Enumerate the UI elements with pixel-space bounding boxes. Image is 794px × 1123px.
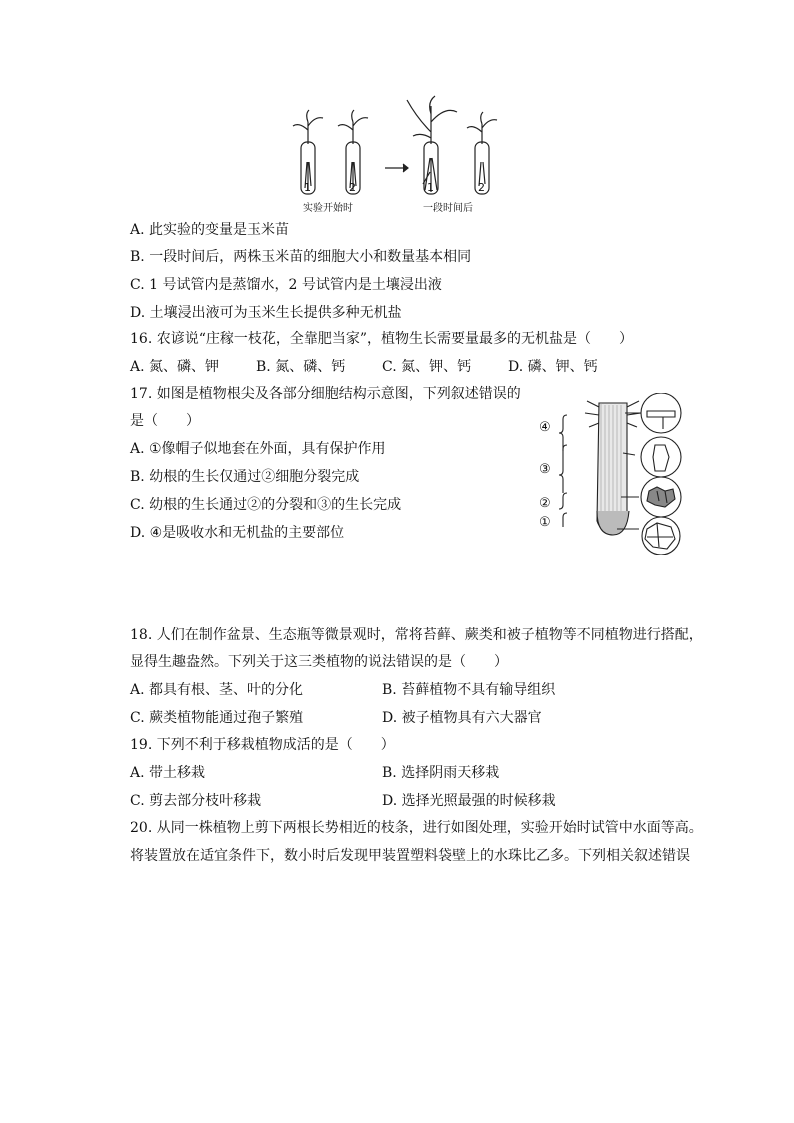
q17-option-b: B. 幼根的生长仅通过②细胞分裂完成 bbox=[130, 469, 360, 485]
q16-option-a: A. 氮、磷、钾 bbox=[130, 359, 220, 375]
tube-1-start-label: 1 bbox=[304, 181, 311, 194]
q17-stem-line1: 17. 如图是植物根尖及各部分细胞结构示意图，下列叙述错误的 bbox=[130, 386, 521, 402]
q19-option-a: A. 带土移栽 bbox=[130, 765, 206, 781]
root-label-4: ④ bbox=[539, 420, 551, 435]
q19-option-c: C. 剪去部分枝叶移栽 bbox=[130, 793, 262, 809]
q20-stem-line1: 20. 从同一株植物上剪下两根长势相近的枝条，进行如图处理，实验开始时试管中水面等高。 bbox=[130, 820, 703, 836]
caption-later: 一段时间后 bbox=[423, 203, 473, 214]
root-tip-figure bbox=[535, 393, 690, 555]
q18-option-c: C. 蕨类植物能通过孢子繁殖 bbox=[130, 710, 304, 726]
q18-stem-line1: 18. 人们在制作盆景、生态瓶等微景观时，常将苔藓、蕨类和被子植物等不同植物进行搭配， bbox=[130, 627, 703, 643]
q15-option-c: C. 1 号试管内是蒸馏水，2 号试管内是土壤浸出液 bbox=[130, 277, 442, 293]
tube-2-later-label: 2 bbox=[478, 181, 485, 194]
q18-stem-line2: 显得生趣盎然。下列关于这三类植物的说法错误的是（ ） bbox=[130, 654, 508, 670]
q16-option-b: B. 氮、磷、钙 bbox=[256, 359, 346, 375]
q15-option-a: A. 此实验的变量是玉米苗 bbox=[130, 222, 290, 238]
q19-stem: 19. 下列不利于移栽植物成活的是（ ） bbox=[130, 737, 395, 753]
q15-option-d: D. 土壤浸出液可为玉米生长提供多种无机盐 bbox=[130, 305, 402, 321]
tube-2-start-label: 2 bbox=[349, 181, 356, 194]
caption-start: 实验开始时 bbox=[303, 203, 353, 214]
q19-option-d: D. 选择光照最强的时候移栽 bbox=[382, 793, 556, 809]
q17-option-a: A. ①像帽子似地套在外面，具有保护作用 bbox=[130, 441, 386, 457]
root-label-1: ① bbox=[539, 515, 551, 530]
root-label-2: ② bbox=[539, 496, 551, 511]
tube-1-later bbox=[407, 96, 457, 194]
q17-option-d: D. ④是吸收水和无机盐的主要部位 bbox=[130, 525, 345, 541]
tube-1-later-label: 1 bbox=[427, 181, 434, 194]
q16-option-d: D. 磷、钾、钙 bbox=[508, 359, 598, 375]
root-label-3: ③ bbox=[539, 462, 551, 477]
q19-option-b: B. 选择阴雨天移栽 bbox=[382, 765, 500, 781]
q17-stem-line2: 是（ ） bbox=[130, 413, 200, 429]
q20-stem-line2: 将装置放在适宜条件下，数小时后发现甲装置塑料袋壁上的水珠比乙多。下列相关叙述错误 bbox=[130, 848, 690, 864]
q17-option-c: C. 幼根的生长通过②的分裂和③的生长完成 bbox=[130, 497, 402, 513]
q15-option-b: B. 一段时间后，两株玉米苗的细胞大小和数量基本相同 bbox=[130, 249, 472, 265]
q16-option-c: C. 氮、钾、钙 bbox=[382, 359, 472, 375]
q16-stem: 16. 农谚说“庄稼一枝花，全靠肥当家”，植物生长需要量最多的无机盐是（ ） bbox=[130, 331, 634, 347]
seedling-experiment-figure bbox=[285, 92, 505, 217]
q18-option-b: B. 苔藓植物不具有输导组织 bbox=[382, 682, 556, 698]
q18-option-d: D. 被子植物具有六大器官 bbox=[382, 710, 542, 726]
q18-option-a: A. 都具有根、茎、叶的分化 bbox=[130, 682, 304, 698]
